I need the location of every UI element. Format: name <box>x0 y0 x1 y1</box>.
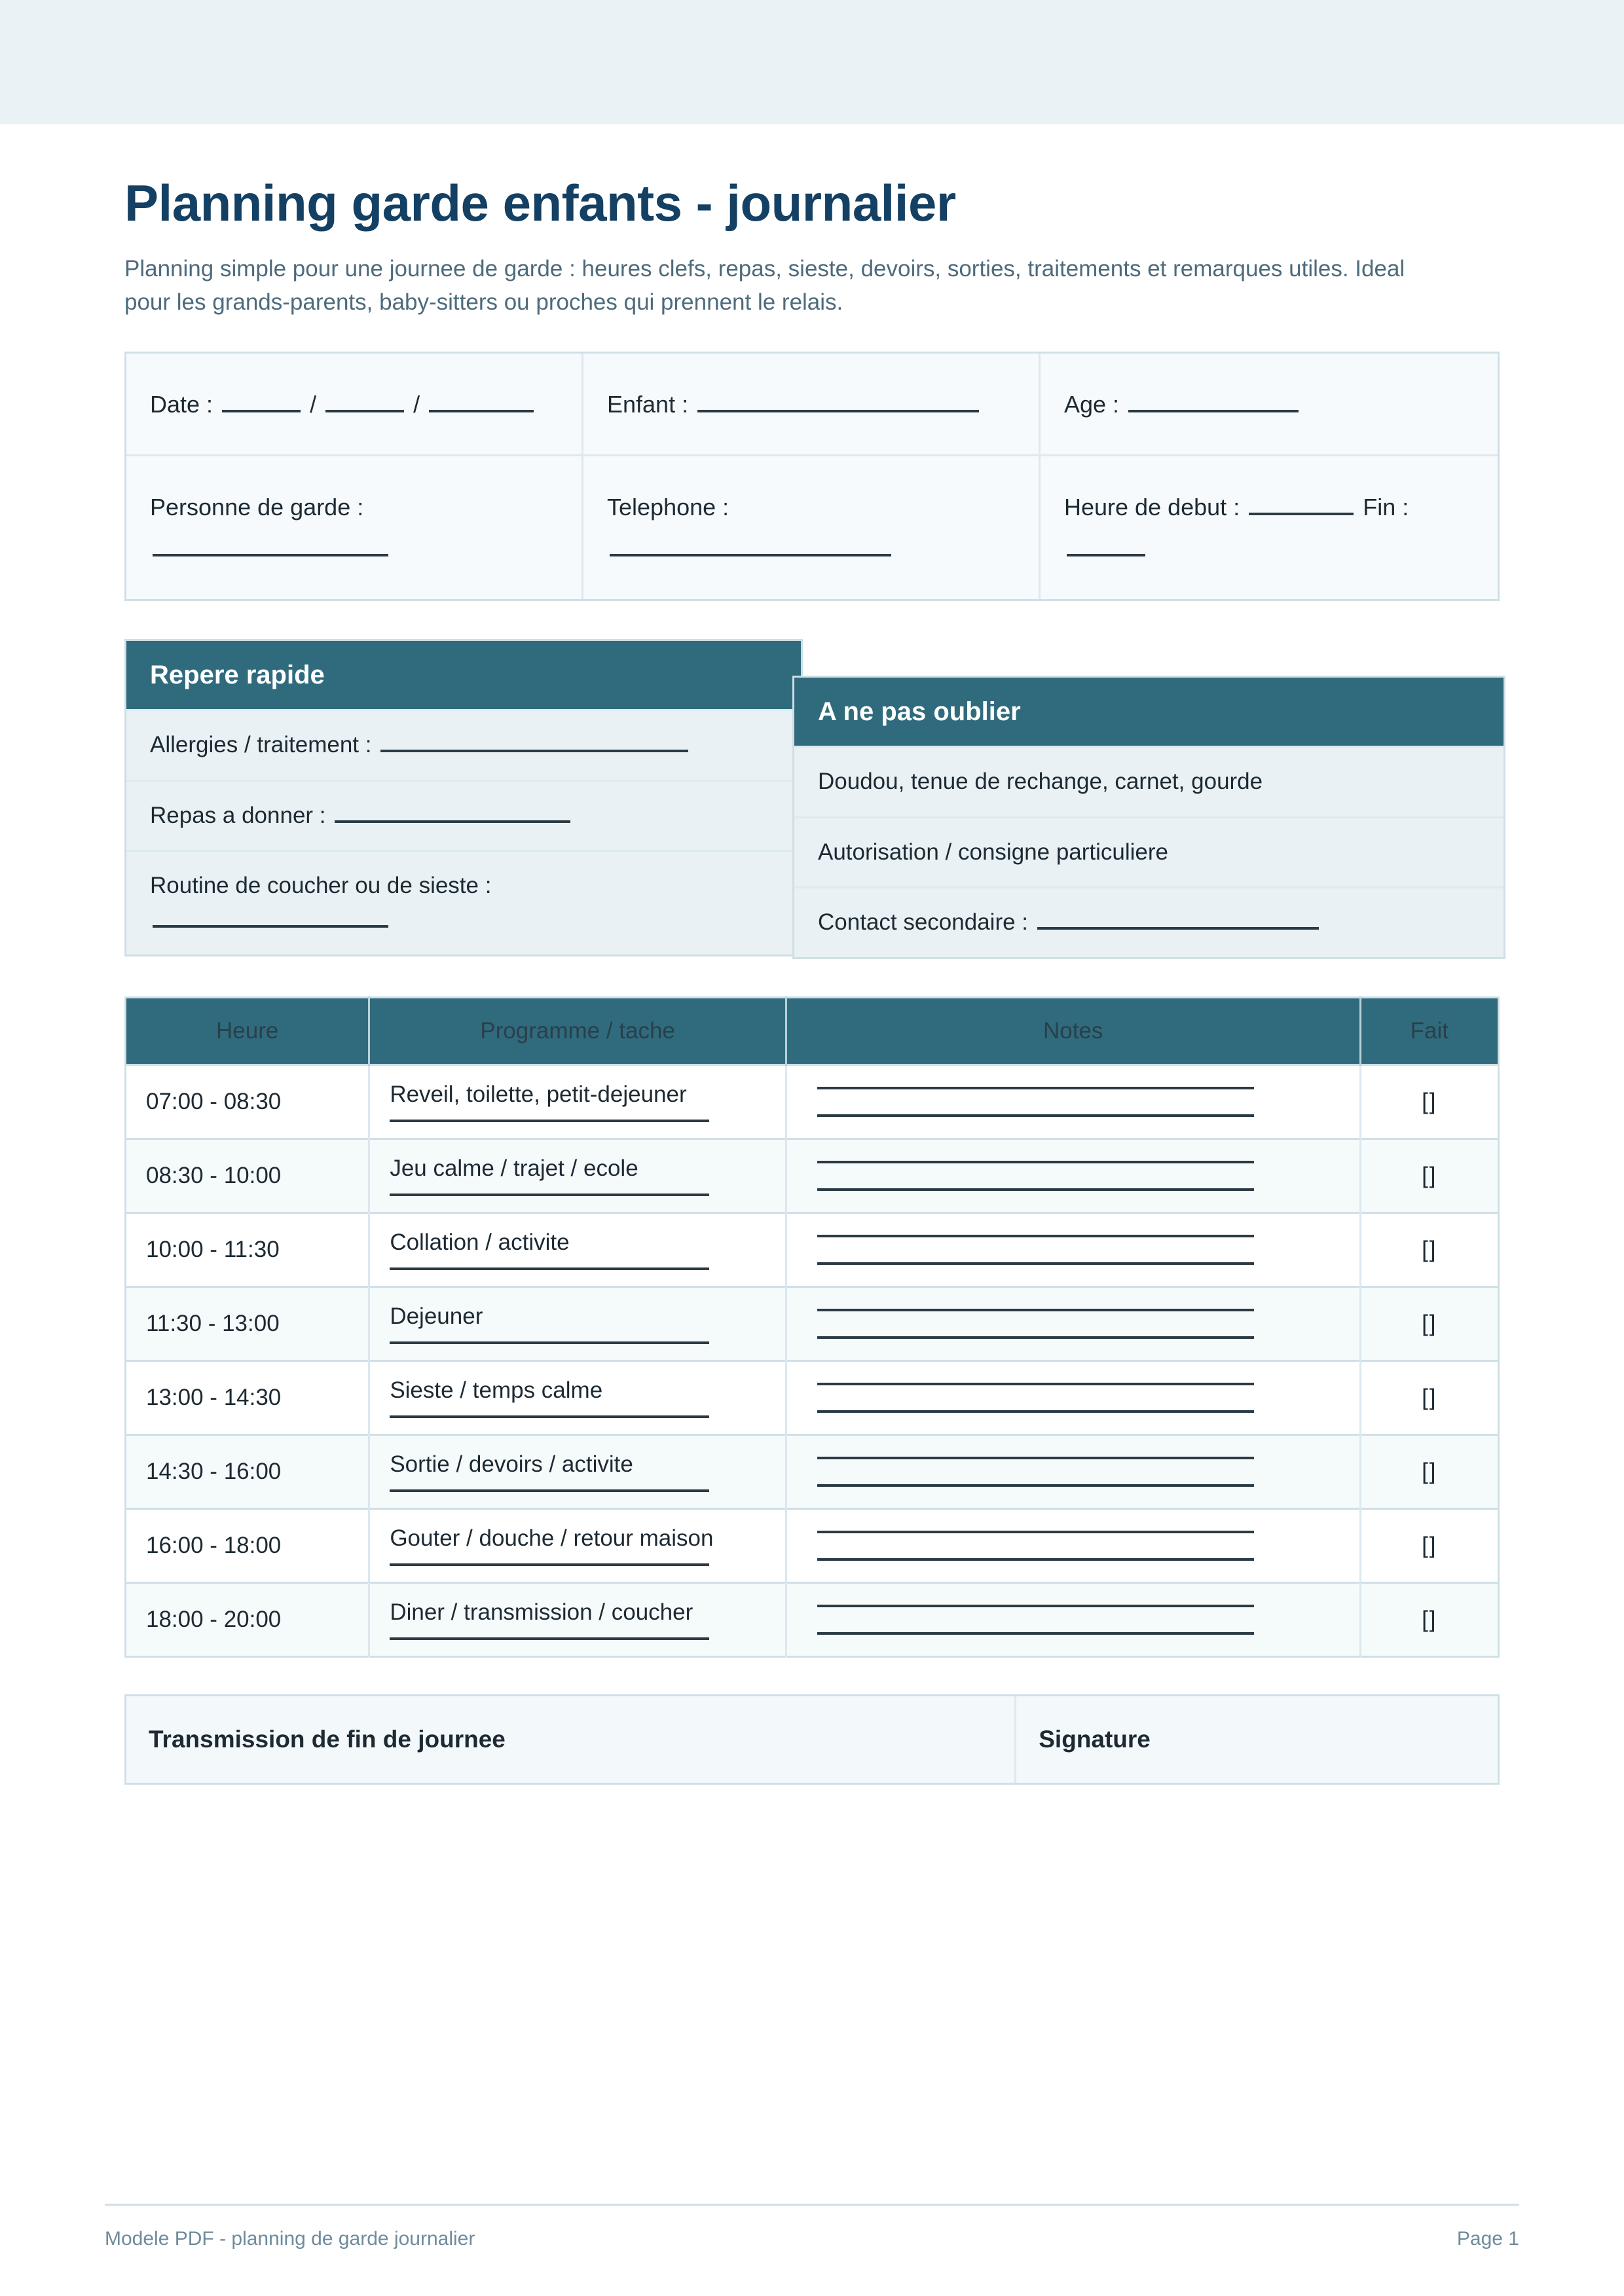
notes-write-line-1[interactable] <box>817 1457 1254 1459</box>
cell-heure: 08:30 - 10:00 <box>126 1139 369 1213</box>
page-footer <box>105 2204 1519 2250</box>
cell-tache <box>369 1287 786 1361</box>
cell-fait-checkbox[interactable]: [] <box>1360 1065 1498 1139</box>
notes-write-line-2[interactable] <box>817 1484 1254 1487</box>
cell-notes <box>786 1213 1360 1287</box>
cell-notes <box>786 1065 1360 1139</box>
card-repere-rapide <box>124 639 803 957</box>
schedule-header-notes: Notes <box>786 998 1360 1065</box>
table-row <box>126 1139 1499 1213</box>
cell-heure: 18:00 - 20:00 <box>126 1583 369 1657</box>
info-cell-date <box>126 354 583 456</box>
table-row <box>126 1435 1499 1509</box>
schedule-header-programme: Programme / tache <box>369 998 786 1065</box>
age-field[interactable] <box>1128 388 1299 412</box>
cell-fait-checkbox[interactable]: [] <box>1360 1213 1498 1287</box>
tache-label: Dejeuner <box>390 1303 483 1330</box>
top-banner <box>0 0 1624 124</box>
info-grid <box>124 352 1500 601</box>
personne-field[interactable] <box>153 532 388 556</box>
tache-label: Sieste / temps calme <box>390 1377 603 1404</box>
contact-secondaire-field[interactable] <box>1037 906 1319 930</box>
cell-heure: 10:00 - 11:30 <box>126 1213 369 1287</box>
cell-fait-checkbox[interactable]: [] <box>1360 1583 1498 1657</box>
cell-fait-checkbox[interactable]: [] <box>1360 1435 1498 1509</box>
closing-form-strip <box>124 1694 1500 1785</box>
cell-notes <box>786 1583 1360 1657</box>
date-month-field[interactable] <box>325 388 404 412</box>
notes-write-line-2[interactable] <box>817 1188 1254 1191</box>
footer-page-number: Page 1 <box>1456 2228 1519 2250</box>
card-repere-row-routine <box>126 850 801 955</box>
fin-label: Fin : <box>1363 494 1409 521</box>
tache-label: Reveil, toilette, petit-dejeuner <box>390 1082 687 1108</box>
notes-write-line-2[interactable] <box>817 1558 1254 1561</box>
date-separator-1: / <box>310 390 317 418</box>
table-row <box>126 1583 1499 1657</box>
table-row <box>126 1361 1499 1435</box>
card-oublier-heading: A ne pas oublier <box>794 678 1504 746</box>
table-row <box>126 1213 1499 1287</box>
page-subtitle: Planning simple pour une journee de garde : heures clefs, repas, sieste, devoirs, sorties, traitements et remarques utiles. Ideal pour les grands-parents, baby-sitters ou proches qui prennent le relais. <box>124 255 1405 315</box>
card-oublier-row-doudou: Doudou, tenue de rechange, carnet, gourde <box>794 746 1504 816</box>
cell-tache <box>369 1509 786 1583</box>
date-separator-2: / <box>413 390 420 418</box>
heure-debut-field[interactable] <box>1249 491 1354 515</box>
card-repere-row-repas <box>126 780 801 850</box>
notes-write-line-2[interactable] <box>817 1410 1254 1413</box>
personne-label: Personne de garde : <box>150 494 364 521</box>
date-day-field[interactable] <box>222 388 301 412</box>
table-row <box>126 1509 1499 1583</box>
tache-write-line[interactable] <box>390 1267 709 1270</box>
schedule-table <box>124 996 1500 1658</box>
tache-label: Jeu calme / trajet / ecole <box>390 1156 638 1182</box>
age-label: Age : <box>1064 390 1120 418</box>
notes-write-line-2[interactable] <box>817 1262 1254 1265</box>
table-row <box>126 1065 1499 1139</box>
tache-write-line[interactable] <box>390 1637 709 1640</box>
tache-label: Collation / activite <box>390 1230 570 1256</box>
table-row <box>126 1287 1499 1361</box>
transmission-label: Transmission de fin de journee <box>126 1696 1016 1783</box>
info-cell-telephone <box>583 456 1041 599</box>
telephone-field[interactable] <box>610 532 891 556</box>
cell-heure: 13:00 - 14:30 <box>126 1361 369 1435</box>
cell-tache <box>369 1213 786 1287</box>
enfant-label: Enfant : <box>607 390 689 418</box>
cell-tache <box>369 1361 786 1435</box>
page-body <box>0 124 1624 1811</box>
notes-write-line-2[interactable] <box>817 1114 1254 1117</box>
cell-notes <box>786 1509 1360 1583</box>
schedule-header-fait: Fait <box>1360 998 1498 1065</box>
telephone-label: Telephone : <box>607 494 729 521</box>
info-cell-age <box>1041 354 1498 456</box>
notes-write-line-2[interactable] <box>817 1336 1254 1339</box>
info-cell-personne <box>126 456 583 599</box>
cell-heure: 07:00 - 08:30 <box>126 1065 369 1139</box>
notes-write-line-2[interactable] <box>817 1632 1254 1635</box>
cell-tache <box>369 1139 786 1213</box>
allergies-label: Allergies / traitement : <box>150 732 372 758</box>
content-column <box>124 124 1500 1785</box>
card-oublier-row-contact <box>794 886 1504 957</box>
cell-fait-checkbox[interactable]: [] <box>1360 1361 1498 1435</box>
cell-heure: 11:30 - 13:00 <box>126 1287 369 1361</box>
allergies-field[interactable] <box>380 729 688 752</box>
cell-heure: 14:30 - 16:00 <box>126 1435 369 1509</box>
card-oublier-row-autorisation: Autorisation / consigne particuliere <box>794 816 1504 887</box>
notes-write-line-1[interactable] <box>817 1605 1254 1607</box>
cell-tache <box>369 1435 786 1509</box>
heure-debut-label: Heure de debut : <box>1064 494 1240 521</box>
cell-notes <box>786 1361 1360 1435</box>
cards-region <box>124 639 1500 966</box>
repas-field[interactable] <box>335 799 570 823</box>
notes-write-line-1[interactable] <box>817 1383 1254 1385</box>
routine-field[interactable] <box>153 904 388 928</box>
info-cell-heures <box>1041 456 1498 599</box>
tache-label: Diner / transmission / coucher <box>390 1599 693 1626</box>
routine-label: Routine de coucher ou de sieste : <box>150 873 492 899</box>
cell-fait-checkbox[interactable]: [] <box>1360 1287 1498 1361</box>
cell-notes <box>786 1435 1360 1509</box>
cell-tache <box>369 1065 786 1139</box>
page-title: Planning garde enfants - journalier <box>124 174 956 232</box>
tache-write-line[interactable] <box>390 1489 709 1492</box>
tache-label: Sortie / devoirs / activite <box>390 1451 633 1478</box>
schedule-header-row <box>126 998 1499 1065</box>
tache-write-line[interactable] <box>390 1194 709 1196</box>
notes-write-line-1[interactable] <box>817 1309 1254 1311</box>
heure-fin-field[interactable] <box>1067 532 1145 556</box>
cell-notes <box>786 1139 1360 1213</box>
info-cell-enfant <box>583 354 1041 456</box>
tache-write-line[interactable] <box>390 1563 709 1566</box>
schedule-header-heure: Heure <box>126 998 369 1065</box>
cell-tache <box>369 1583 786 1657</box>
cell-fait-checkbox[interactable]: [] <box>1360 1139 1498 1213</box>
date-year-field[interactable] <box>429 388 534 412</box>
card-repere-row-allergies <box>126 709 801 780</box>
date-label: Date : <box>150 390 213 418</box>
cell-fait-checkbox[interactable]: [] <box>1360 1509 1498 1583</box>
cell-heure: 16:00 - 18:00 <box>126 1509 369 1583</box>
notes-write-line-1[interactable] <box>817 1161 1254 1163</box>
enfant-field[interactable] <box>697 388 979 412</box>
tache-label: Gouter / douche / retour maison <box>390 1525 714 1552</box>
tache-write-line[interactable] <box>390 1341 709 1344</box>
card-a-ne-pas-oublier <box>792 676 1505 959</box>
notes-write-line-1[interactable] <box>817 1087 1254 1089</box>
footer-left-text: Modele PDF - planning de garde journalier <box>105 2228 475 2250</box>
card-repere-rapide-heading: Repere rapide <box>126 641 801 709</box>
signature-label: Signature <box>1039 1726 1151 1753</box>
notes-write-line-1[interactable] <box>817 1235 1254 1237</box>
cell-notes <box>786 1287 1360 1361</box>
repas-label: Repas a donner : <box>150 802 326 828</box>
notes-write-line-1[interactable] <box>817 1531 1254 1533</box>
tache-write-line[interactable] <box>390 1120 709 1122</box>
schedule-body <box>126 1065 1499 1657</box>
tache-write-line[interactable] <box>390 1415 709 1418</box>
contact-secondaire-label: Contact secondaire : <box>818 909 1029 936</box>
